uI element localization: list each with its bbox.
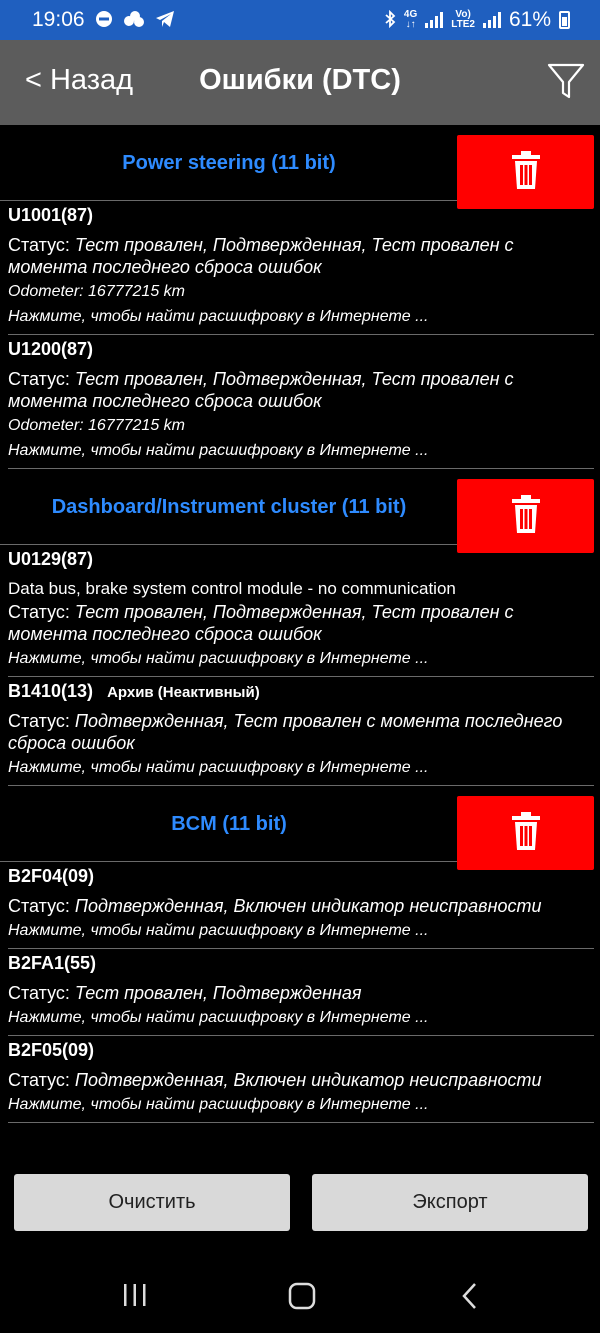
dtc-item[interactable] [8,335,594,469]
dtc-search-link[interactable]: Нажмите, чтобы найти расшифровку в Интернете ... [8,442,429,459]
dtc-item[interactable] [8,677,594,786]
dtc-status: Статус: Тест провален, Подтвержденная, Тест провален с момента последнего сброса ошибок [8,602,514,644]
dtc-code: U1200(87) [8,339,94,359]
dtc-item[interactable] [8,1036,594,1123]
dtc-status: Статус: Подтвержденная, Тест провален с момента последнего сброса ошибок [8,711,563,753]
dtc-search-link[interactable]: Нажмите, чтобы найти расшифровку в Интернете ... [8,650,429,667]
dtc-odometer: Odometer: 16777215 km [8,283,185,300]
dtc-status: Статус: Тест провален, Подтвержденная [8,983,362,1003]
dtc-code: B2FA1(55) [8,953,97,973]
signal-icon-2 [483,12,501,28]
status-bar [0,0,600,40]
group-title: Power steering (11 bit) [122,151,336,174]
system-nav-bar [0,1260,600,1333]
battery-percent: 61% [508,8,551,31]
delete-group-button[interactable] [457,796,594,870]
export-button[interactable]: Экспорт [312,1174,588,1231]
bluetooth-icon [384,10,396,31]
home-icon[interactable] [288,1282,316,1315]
group-title: BCM (11 bit) [171,812,287,835]
dtc-code: B1410(13) [8,681,94,701]
dtc-code: B2F05(09) [8,1040,95,1060]
cloud-icon [123,10,145,31]
dtc-status: Статус: Тест провален, Подтвержденная, Тест провален с момента последнего сброса ошибок [8,235,514,277]
page-title: Ошибки (DTC) [199,64,401,96]
signal-icon [425,12,443,28]
dtc-search-link[interactable]: Нажмите, чтобы найти расшифровку в Интернете ... [8,1009,429,1026]
dtc-code: B2F04(09) [8,866,95,886]
dtc-status: Статус: Подтвержденная, Включен индикатор неисправности [8,896,542,916]
filter-icon[interactable] [546,60,586,102]
back-button[interactable]: < Назад [25,64,134,96]
dtc-item[interactable] [8,201,594,335]
delete-group-button[interactable] [457,479,594,553]
dtc-item[interactable] [8,862,594,949]
dtc-search-link[interactable]: Нажмите, чтобы найти расшифровку в Интернете ... [8,308,429,325]
group-header-power-steering [0,125,594,201]
dtc-list[interactable] [0,125,600,1155]
trash-icon [511,811,541,856]
dtc-item[interactable] [8,545,594,677]
dtc-status: Статус: Тест провален, Подтвержденная, Тест провален с момента последнего сброса ошибок [8,369,514,411]
telegram-icon [155,10,175,31]
clear-button[interactable]: Очистить [14,1174,290,1231]
dtc-search-link[interactable]: Нажмите, чтобы найти расшифровку в Интернете ... [8,759,429,776]
group-title: Dashboard/Instrument cluster (11 bit) [51,495,407,518]
dtc-item[interactable] [8,949,594,1036]
dtc-description: Data bus, brake system control module - no communication [8,579,456,598]
title-bar [0,40,600,125]
dtc-status: Статус: Подтвержденная, Включен индикатор неисправности [8,1070,542,1090]
delete-group-button[interactable] [457,135,594,209]
dtc-odometer: Odometer: 16777215 km [8,417,185,434]
group-header-bcm [0,786,594,862]
app-notification-icon [95,10,113,31]
trash-icon [511,494,541,539]
dtc-archive-badge: Архив (Неактивный) [107,684,260,701]
dtc-search-link[interactable]: Нажмите, чтобы найти расшифровку в Интернете ... [8,1096,429,1113]
trash-icon [511,150,541,195]
battery-icon [559,11,570,29]
dtc-code: U1001(87) [8,205,94,225]
dtc-search-link[interactable]: Нажмите, чтобы найти расшифровку в Интернете ... [8,922,429,939]
group-header-dashboard [0,469,594,545]
network-type: 4G ↓↑ [403,9,418,30]
volte-indicator: Vo) LTE2 [451,9,475,30]
recent-apps-icon[interactable] [122,1282,148,1313]
status-time: 19:06 [32,8,85,31]
dtc-code: U0129(87) [8,549,94,569]
back-icon[interactable] [460,1282,480,1315]
